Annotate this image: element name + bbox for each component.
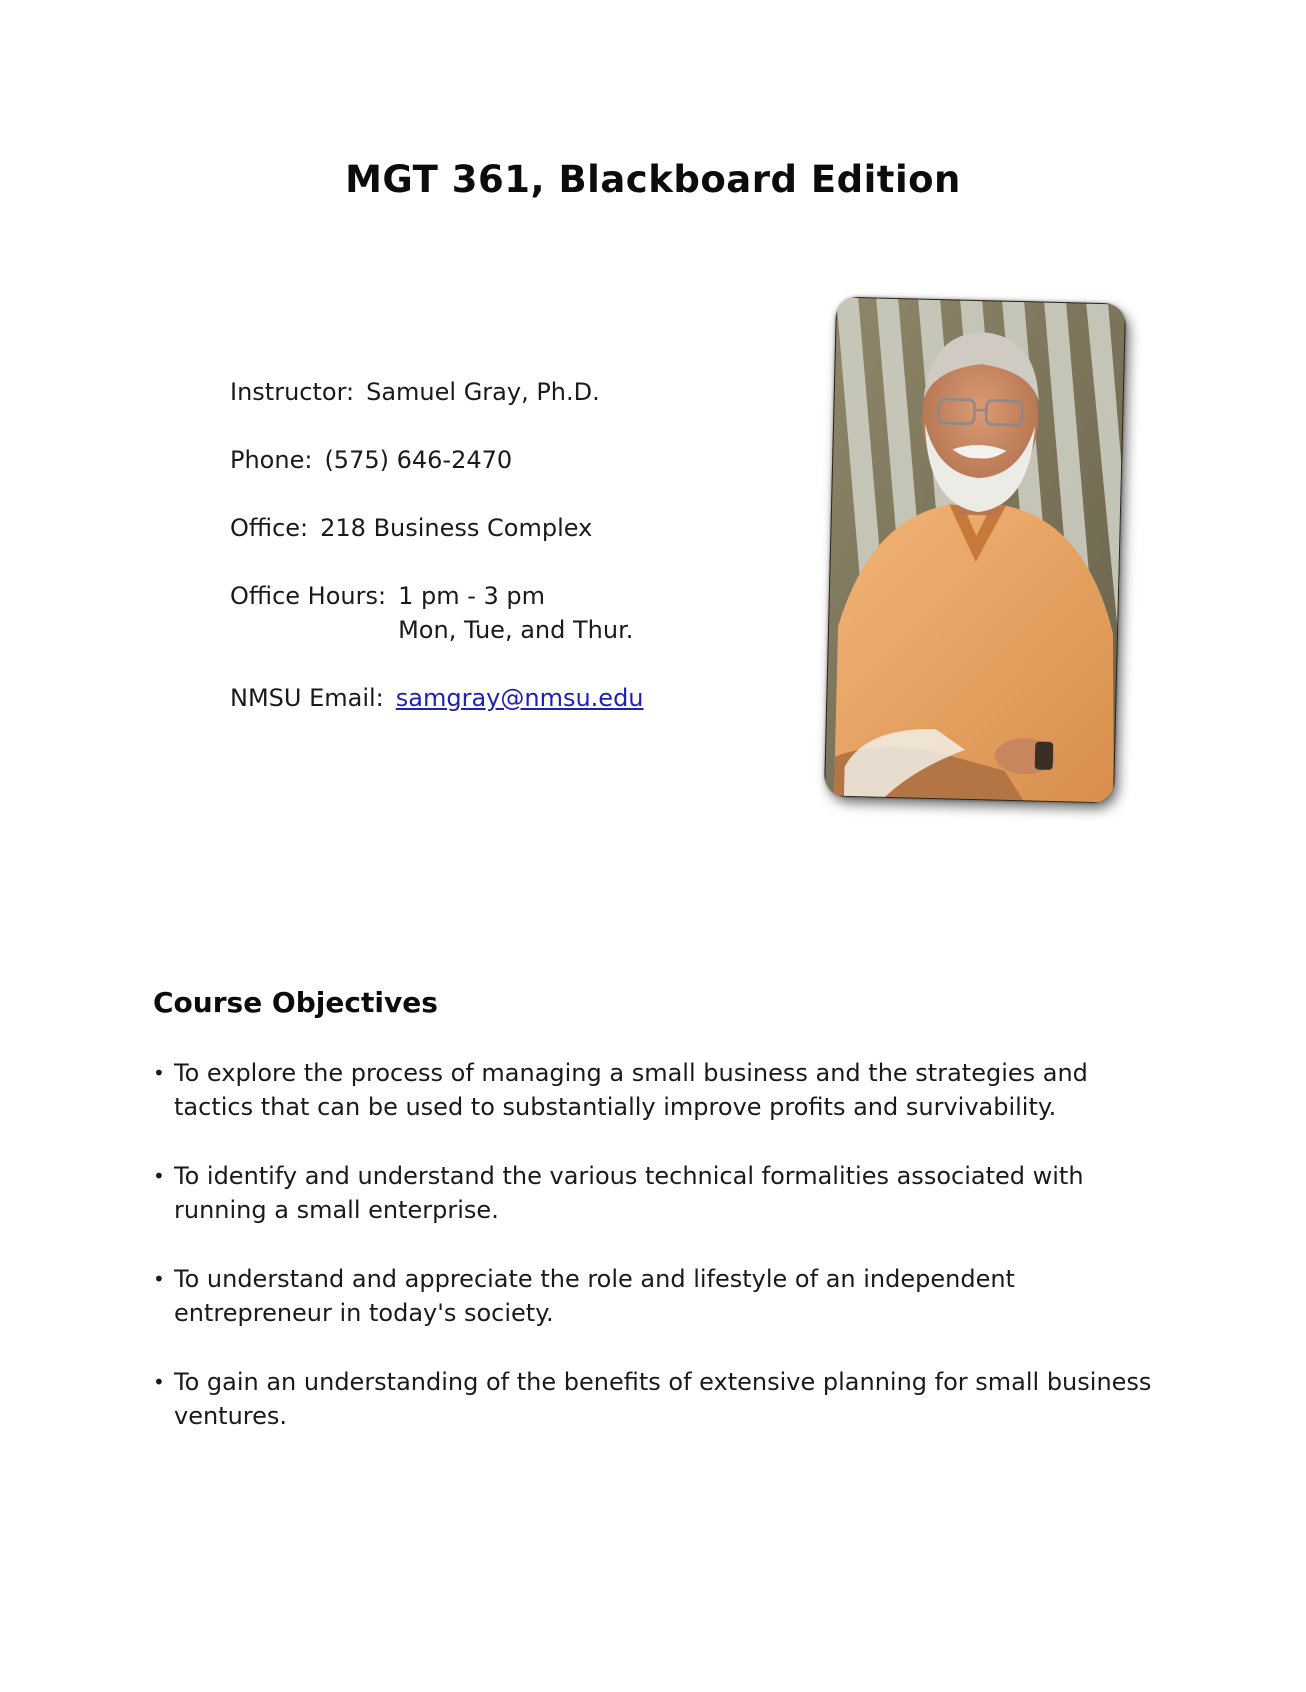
course-objectives-heading: Course Objectives xyxy=(153,986,438,1019)
office-label: Office: xyxy=(230,514,309,542)
instructor-photo xyxy=(824,297,1126,804)
bullet-icon: • xyxy=(153,1267,165,1291)
email-link[interactable]: samgray@nmsu.edu xyxy=(395,684,644,712)
bullet-icon: • xyxy=(153,1164,165,1188)
office-hours-time: 1 pm - 3 pm xyxy=(398,582,546,610)
instructor-portrait-icon xyxy=(824,297,1126,804)
objective-item xyxy=(153,1365,1153,1433)
office-location: 218 Business Complex xyxy=(320,514,593,542)
objective-text: To gain an understanding of the benefits of extensive planning for small business ventures. xyxy=(174,1368,1152,1430)
instructor-label: Instructor: xyxy=(230,378,355,406)
email-label: NMSU Email: xyxy=(230,684,384,712)
objective-text: To understand and appreciate the role and lifestyle of an independent entrepreneur in today's society. xyxy=(174,1265,1015,1327)
email-row xyxy=(230,681,644,715)
office-hours-days: Mon, Tue, and Thur. xyxy=(398,616,634,644)
objective-item xyxy=(153,1056,1153,1124)
phone-number: (575) 646-2470 xyxy=(324,446,513,474)
instructor-info xyxy=(230,375,644,749)
objective-text: To identify and understand the various technical formalities associated with running a small enterprise. xyxy=(174,1162,1084,1224)
office-row xyxy=(230,511,644,545)
instructor-row xyxy=(230,375,644,409)
office-hours-values xyxy=(398,579,633,647)
bullet-icon: • xyxy=(153,1061,165,1085)
objective-text: To explore the process of managing a small business and the strategies and tactics that can be used to substantially improve profits and survivability. xyxy=(174,1059,1088,1121)
phone-label: Phone: xyxy=(230,446,313,474)
office-hours-row xyxy=(230,579,644,647)
objectives-list xyxy=(153,1056,1153,1468)
office-hours-label: Office Hours: xyxy=(230,582,387,610)
phone-row xyxy=(230,443,644,477)
bullet-icon: • xyxy=(153,1370,165,1394)
page-title: MGT 361, Blackboard Edition xyxy=(345,158,961,201)
objective-item xyxy=(153,1159,1153,1227)
objective-item xyxy=(153,1262,1153,1330)
instructor-name: Samuel Gray, Ph.D. xyxy=(366,378,600,406)
